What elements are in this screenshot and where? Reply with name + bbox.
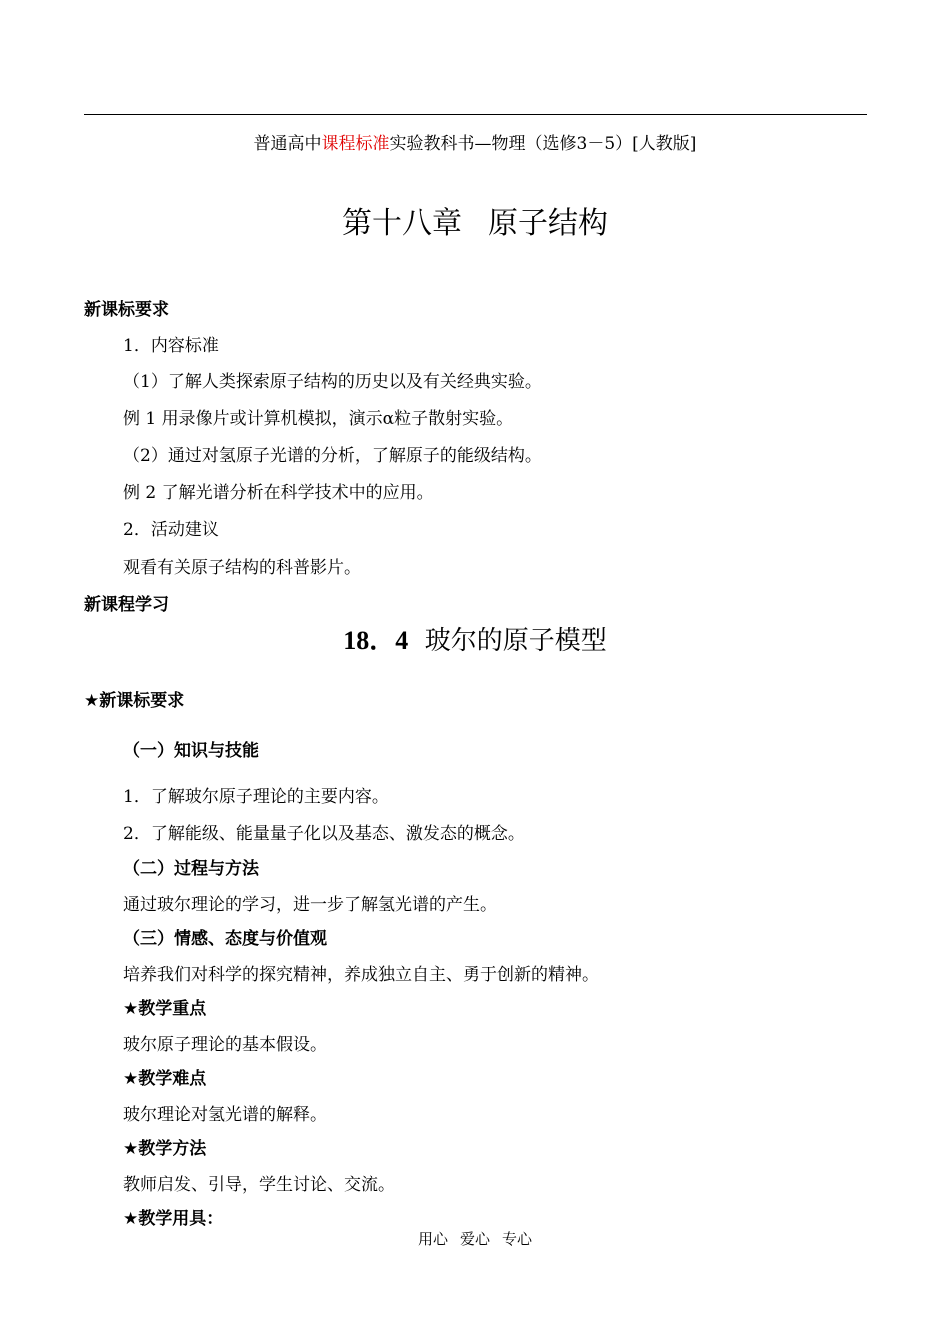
difficulties-heading: ★教学难点 xyxy=(123,1069,207,1089)
standards-item: 例 2 了解光谱分析在科学技术中的应用。 xyxy=(123,483,434,503)
standards-heading: 新课标要求 xyxy=(84,300,169,320)
process-heading: （二）过程与方法 xyxy=(123,859,259,879)
tools-heading: ★教学用具： xyxy=(123,1209,224,1229)
header-highlight: 课程标准 xyxy=(321,134,390,154)
difficulties-text: 玻尔理论对氢光谱的解释。 xyxy=(123,1105,327,1125)
methods-text: 教师启发、引导，学生讨论、交流。 xyxy=(123,1175,395,1195)
key-points-text: 玻尔原子理论的基本假设。 xyxy=(123,1035,327,1055)
standards-item: 观看有关原子结构的科普影片。 xyxy=(123,558,361,578)
knowledge-heading: （一）知识与技能 xyxy=(123,741,259,761)
section-name: 玻尔的原子模型 xyxy=(424,626,607,656)
footer-item: 爱心 xyxy=(459,1230,490,1248)
requirements-heading: ★新课标要求 xyxy=(84,691,185,711)
knowledge-item: 1．了解玻尔原子理论的主要内容。 xyxy=(123,787,389,807)
course-heading: 新课程学习 xyxy=(84,595,169,615)
footer-item: 用心 xyxy=(417,1230,448,1248)
standards-item: （1）了解人类探索原子结构的历史以及有关经典实验。 xyxy=(123,372,542,392)
page-header xyxy=(0,129,950,154)
header-rule xyxy=(84,114,867,115)
attitude-text: 培养我们对科学的探究精神，养成独立自主、勇于创新的精神。 xyxy=(123,965,599,985)
standards-item: 2．活动建议 xyxy=(123,520,219,540)
footer-item: 专心 xyxy=(502,1230,533,1248)
header-prefix: 普通高中 xyxy=(253,134,322,154)
attitude-heading: （三）情感、态度与价值观 xyxy=(123,929,327,949)
header-suffix: 实验教科书—物理（选修3－5）[人教版] xyxy=(389,134,697,154)
chapter-name: 原子结构 xyxy=(488,206,608,241)
standards-item: （2）通过对氢原子光谱的分析，了解原子的能级结构。 xyxy=(123,446,542,466)
section-title xyxy=(0,620,950,657)
page-footer xyxy=(0,1228,950,1249)
key-points-heading: ★教学重点 xyxy=(123,999,207,1019)
section-number: 18．4 xyxy=(343,626,409,655)
chapter-title xyxy=(0,198,950,242)
standards-item: 1．内容标准 xyxy=(123,336,219,356)
standards-item: 例 1 用录像片或计算机模拟，演示α粒子散射实验。 xyxy=(123,409,514,429)
process-text: 通过玻尔理论的学习，进一步了解氢光谱的产生。 xyxy=(123,895,497,915)
knowledge-item: 2．了解能级、能量量子化以及基态、激发态的概念。 xyxy=(123,824,525,844)
methods-heading: ★教学方法 xyxy=(123,1139,207,1159)
chapter-number: 第十八章 xyxy=(342,206,462,241)
